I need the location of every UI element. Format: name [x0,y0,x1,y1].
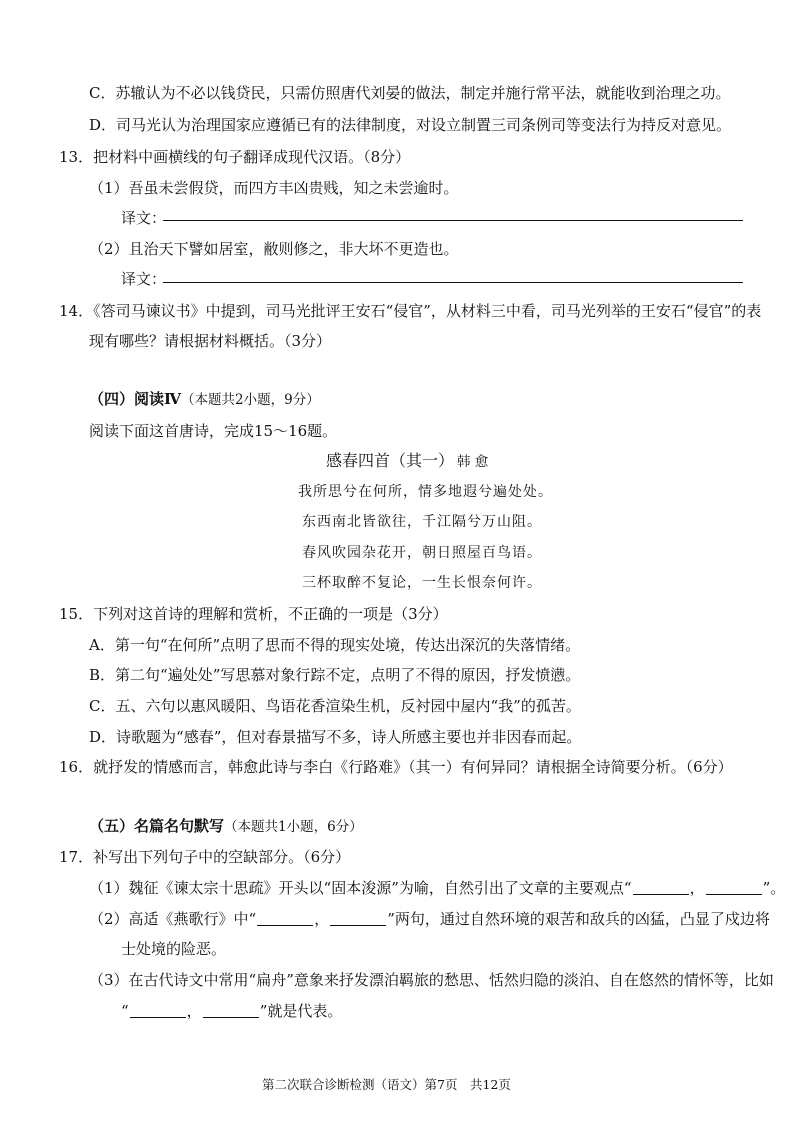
poem-line-2: 东西南北皆欲往，千江隔兮万山阻。 [302,514,542,530]
fill-blank[interactable] [706,880,762,895]
q13-answer-label-1: 译文： [121,209,167,227]
q13-answer-line-1[interactable] [163,220,743,221]
q13-answer-label-2: 译文： [121,270,167,288]
q17-item-2 [89,909,770,929]
q15-stem: 15．下列对这首诗的理解和赏析，不正确的一项是（3分） [59,605,448,623]
blank-separator: ， [689,879,705,897]
q15-option-a: A．第一句“在何所”点明了思而不得的现实处境，传达出深沉的失落情绪。 [89,636,581,654]
blank-separator: ， [186,1002,202,1020]
q17-item-1: （1）魏征《谏太宗十思疏》开头以“固本浚源”为喻，自然引出了文章的主要观点“ ， ”。 [89,879,786,897]
poem-author: 韩 愈 [457,454,489,470]
q13-answer-line-2[interactable] [163,282,743,283]
q17-stem: 17．补写出下列句子中的空缺部分。（6分） [59,848,351,866]
q17-item-2-text-post: ”两句，通过自然环境的艰苦和敌兵的凶猛，凸显了戍边将 [387,910,770,928]
open-quote: “ [121,1002,129,1020]
section-5-header [89,816,363,837]
q17-item-3-line-2 [121,1001,342,1021]
section-4-intro: 阅读下面这首唐诗，完成15～16题。 [89,422,338,440]
q17-item-2-text: （2）高适《燕歌行》中“ [89,910,257,928]
q17-item-3-line-1: （3）在古代诗文中常用“扁舟”意象来抒发漂泊羁旅的愁思、恬然归隐的淡泊、自在悠然的情怀等，比如 [89,971,774,989]
section-4-heading: （四）阅读Ⅳ [89,390,182,408]
q15-option-d: D．诗歌题为“感春”，但对春景描写不多，诗人所感主要也并非因春而起。 [89,728,582,746]
q17-item-1-text: （1）魏征《谏太宗十思疏》开头以“固本浚源”为喻，自然引出了文章的主要观点“ [89,879,632,897]
q14-line-2: 现有哪些？请根据材料概括。（3分） [89,332,332,350]
poem-line-3: 春风吹园杂花开，朝日照屋百鸟语。 [302,545,542,561]
fill-blank[interactable] [130,1003,186,1018]
q17-item-3-text-post: ”就是代表。 [259,1002,343,1020]
section-5-note: （本题共1小题，6分） [224,819,363,835]
close-quote: ” [762,879,771,897]
q12-option-c: C．苏辙认为不必以钱贷民，只需仿照唐代刘晏的做法，制定并施行常平法，就能收到治理之功。 [89,84,731,102]
q15-option-b: B．第二句“遍处处”写思慕对象行踪不定，点明了不得的原因，抒发愤懑。 [89,666,581,684]
q13-stem: 13．把材料中画横线的句子翻译成现代汉语。（8分） [59,148,411,166]
fill-blank[interactable] [257,911,313,926]
poem-line-1: 我所思兮在何所，情多地遐兮遍处处。 [298,484,553,500]
page-footer: 第二次联合诊断检测（语文）第7页 共12页 [262,1077,511,1092]
q12-option-d: D．司马光认为治理国家应遵循已有的法律制度，对设立制置三司条例司等变法行为持反对意见。 [89,116,732,134]
q14-line-1: 14．《答司马谏议书》中提到，司马光批评王安石“侵官”，从材料三中看，司马光列举的王安石“侵官”的表 [59,302,762,320]
section-4-header [89,389,320,410]
blank-separator: ， [314,910,330,928]
poem-title: 感春四首（其一） [326,451,455,470]
q13-sentence-1: （1）吾虽未尝假贷，而四方丰凶贵贱，知之未尝逾时。 [89,179,459,197]
q17-item-2-line-2: 士处境的险恶。 [121,940,227,958]
q15-option-c: C．五、六句以惠风暖阳、鸟语花香渲染生机，反衬园中屋内“我”的孤苦。 [89,697,581,715]
fill-blank[interactable] [203,1003,259,1018]
poem-line-4: 三杯取醉不复论，一生长恨奈何许。 [302,575,542,591]
fill-blank[interactable] [330,911,386,926]
q13-sentence-2: （2）且治天下譬如居室，敝则修之，非大坏不更造也。 [89,240,459,258]
fill-blank[interactable] [633,880,689,895]
section-5-heading: （五）名篇名句默写 [89,817,225,835]
section-4-note: （本题共2小题，9分） [181,392,320,408]
q16-stem: 16．就抒发的情感而言，韩愈此诗与李白《行路难》（其一）有何异同？请根据全诗简要分析。（6分） [59,758,733,776]
